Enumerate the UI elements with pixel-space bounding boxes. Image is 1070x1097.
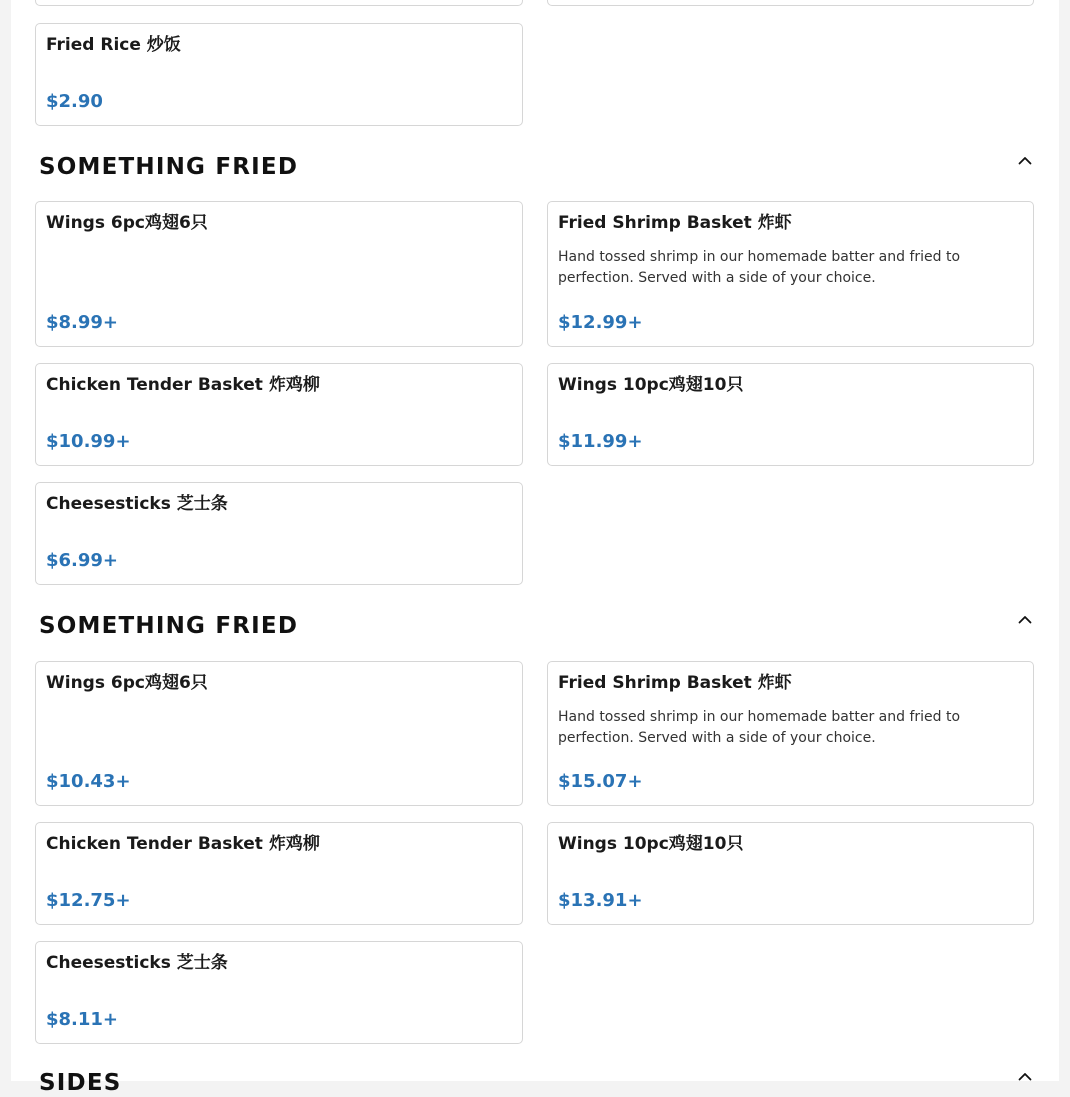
menu-item-card[interactable] <box>35 201 523 347</box>
menu-item-name: Fried Shrimp Basket 炸虾 <box>558 673 792 693</box>
menu-item-name: Wings 10pc鸡翅10只 <box>558 375 744 395</box>
menu-item-name: Chicken Tender Basket 炸鸡柳 <box>46 375 320 395</box>
section-title-sides: SIDES <box>39 1070 122 1096</box>
menu-item-price: $6.99+ <box>46 550 119 571</box>
menu-page <box>11 0 1059 1096</box>
menu-item-price: $8.99+ <box>46 312 119 333</box>
section-title-something-fried: SOMETHING FRIED <box>39 154 299 180</box>
menu-item-card[interactable] <box>547 661 1034 806</box>
menu-item-name: Fried Shrimp Basket 炸虾 <box>558 213 792 233</box>
menu-item-price: $8.11+ <box>46 1009 119 1030</box>
menu-item-name: Fried Rice 炒饭 <box>46 35 181 55</box>
menu-item-price: $2.90 <box>46 91 103 112</box>
menu-item-price: $10.99+ <box>46 431 131 452</box>
menu-item-card[interactable] <box>35 941 523 1044</box>
menu-item-name: Wings 10pc鸡翅10只 <box>558 834 744 854</box>
menu-item-price: $11.99+ <box>558 431 643 452</box>
chevron-up-icon[interactable] <box>1016 610 1034 628</box>
menu-item-name: Wings 6pc鸡翅6只 <box>46 213 208 233</box>
menu-item-card[interactable] <box>35 822 523 925</box>
menu-item-name: Cheesesticks 芝士条 <box>46 953 228 973</box>
menu-item-card[interactable] <box>35 363 523 466</box>
menu-item-description: Hand tossed shrimp in our homemade batter and fried to perfection. Served with a side of your choice. <box>558 249 961 286</box>
menu-item-card[interactable] <box>35 661 523 806</box>
menu-item-name: Cheesesticks 芝士条 <box>46 494 228 514</box>
chevron-up-icon[interactable] <box>1016 1067 1034 1085</box>
menu-item-name: Chicken Tender Basket 炸鸡柳 <box>46 834 320 854</box>
menu-item-price: $10.43+ <box>46 771 131 792</box>
menu-item-price: $13.91+ <box>558 890 643 911</box>
menu-item-fried-rice[interactable] <box>35 23 523 126</box>
menu-item-price: $15.07+ <box>558 771 643 792</box>
menu-item-card-partial[interactable] <box>547 0 1034 6</box>
menu-item-price: $12.75+ <box>46 890 131 911</box>
menu-item-card[interactable] <box>547 822 1034 925</box>
menu-item-name: Wings 6pc鸡翅6只 <box>46 673 208 693</box>
menu-item-card[interactable] <box>547 363 1034 466</box>
menu-item-description: Hand tossed shrimp in our homemade batter and fried to perfection. Served with a side of your choice. <box>558 709 961 746</box>
menu-item-card-partial[interactable] <box>35 0 523 6</box>
section-title-something-fried: SOMETHING FRIED <box>39 613 299 639</box>
menu-item-price: $12.99+ <box>558 312 643 333</box>
chevron-up-icon[interactable] <box>1016 151 1034 169</box>
menu-item-card[interactable] <box>35 482 523 585</box>
menu-item-card[interactable] <box>547 201 1034 347</box>
